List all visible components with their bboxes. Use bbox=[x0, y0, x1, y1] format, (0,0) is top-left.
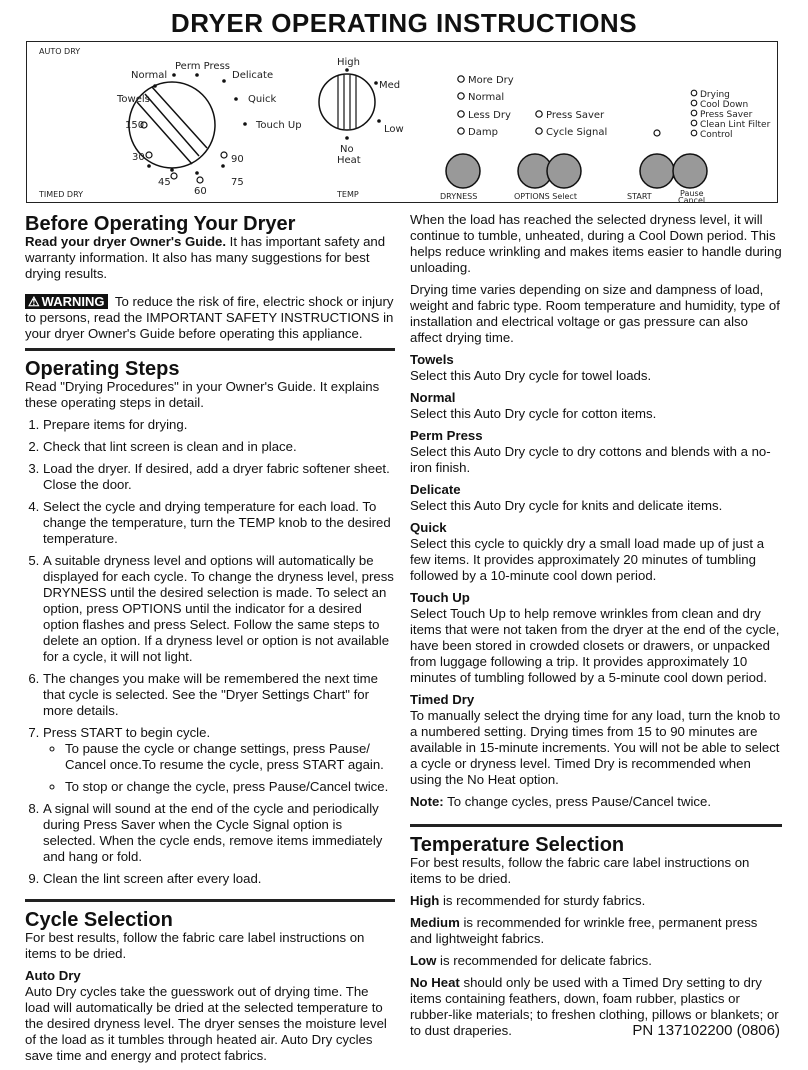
warning-triangle-icon: ⚠ bbox=[28, 294, 40, 309]
note-paragraph bbox=[410, 794, 782, 810]
temp-medium-bold: Medium bbox=[410, 915, 460, 930]
step-item: 4. Select the cycle and drying temperature for each load. To change the temperature, turn the TEMP knob to the desired temperature. bbox=[43, 499, 395, 547]
touch-up-text: Select Touch Up to help remove wrinkles from clean and dry items that were not taken from the dryer at the end of the cycle, have been stored in crowded closets or drawers, or unpacked from luggage following a trip. It provides approximately 10 minutes of tumbling followed by a 5-minute cool down period. bbox=[410, 606, 780, 685]
select-button[interactable] bbox=[547, 154, 581, 188]
touch-up-title: Touch Up bbox=[410, 590, 470, 605]
bullet-item: ◦ To stop or change the cycle, press Pause/Cancel twice. bbox=[65, 779, 395, 795]
warning-paragraph bbox=[25, 294, 395, 342]
control-panel-diagram bbox=[26, 41, 778, 203]
temp-knob[interactable] bbox=[319, 74, 375, 130]
note-label: Note: bbox=[410, 794, 444, 809]
cooldown-paragraph: When the load has reached the selected dryness level, it will continue to tumble, unheated, during a Cool Down period. This helps reduce wrinkling and makes items easier to handle during unloading. bbox=[410, 212, 782, 275]
temp-high-text: is recommended for sturdy fabrics. bbox=[439, 893, 646, 908]
before-heading: Before Operating Your Dryer bbox=[25, 213, 296, 235]
auto-dry-label: AUTO DRY bbox=[39, 47, 81, 56]
temp-high-paragraph bbox=[410, 893, 782, 909]
status-cool-down: Cool Down bbox=[700, 100, 749, 110]
temp-high-bold: High bbox=[410, 893, 440, 908]
cycle-normal: Normal bbox=[131, 70, 168, 81]
temp-noheat-bold: No Heat bbox=[410, 975, 460, 990]
options-select-label: OPTIONS Select bbox=[514, 192, 577, 201]
cycle-towels: Towels bbox=[117, 94, 150, 105]
status-drying: Drying bbox=[700, 90, 730, 100]
timed-30: 30 bbox=[132, 152, 145, 163]
quick-title: Quick bbox=[410, 520, 447, 535]
bullet-item: ◦ To pause the cycle or change settings, press Pause/ Cancel once.To resume the cycle, press START again. bbox=[65, 741, 395, 773]
towels-title: Towels bbox=[410, 352, 454, 367]
step-item: 2. Check that lint screen is clean and in place. bbox=[43, 439, 395, 455]
dryness-list bbox=[458, 75, 514, 138]
auto-dry-text: Auto Dry cycles take the guesswork out of drying time. The load will automatically be dried at the selected temperature to the desired dryness level. The dryer senses the moisture level of the load as it tumbles through heated air. Auto Dry cycles save time and energy and protect fabrics. bbox=[25, 984, 387, 1063]
right-column bbox=[410, 212, 782, 1045]
operating-heading: Operating Steps bbox=[25, 358, 180, 380]
dryness-more-dry: More Dry bbox=[468, 75, 514, 86]
step-7-text: Press START to begin cycle. bbox=[43, 725, 211, 740]
cycle-delicate: Delicate bbox=[232, 70, 274, 81]
quick-text: Select this cycle to quickly dry a small load made up of just a few items. It provides approximately 20 minutes of tumbling followed by a 10-minute cool down period. bbox=[410, 536, 765, 583]
drying-time-paragraph: Drying time varies depending on size and dampness of load, weight and fabric type. Room temperature and humidity, type of installation and electrical voltage or gas pressure can also affect drying time. bbox=[410, 282, 780, 345]
before-lead bbox=[25, 234, 395, 282]
temp-med: Med bbox=[379, 80, 401, 91]
temp-heat: Heat bbox=[337, 155, 361, 166]
auto-dry-title: Auto Dry bbox=[25, 968, 81, 983]
status-control: Control bbox=[700, 130, 733, 140]
temp-low: Low bbox=[384, 124, 404, 135]
normal-title: Normal bbox=[410, 390, 456, 405]
delicate-title: Delicate bbox=[410, 482, 461, 497]
temp-low-paragraph bbox=[410, 953, 782, 969]
cancel-label: Cancel bbox=[678, 196, 706, 204]
dryness-button[interactable] bbox=[446, 154, 480, 188]
towels-text: Select this Auto Dry cycle for towel loads. bbox=[410, 368, 652, 383]
status-press-saver: Press Saver bbox=[700, 110, 753, 120]
step-item bbox=[43, 725, 395, 795]
timed-90: 90 bbox=[231, 154, 244, 165]
step-item: 5. A suitable dryness level and options will automatically be displayed for each cycle. To change the dryness level, press DRYNESS until the desired selection is made. To select an option, press OPTIONS until the indicator for a desired option flashes and press Select. Follow the same steps to delete an option. If a dryness level or option is not available for a cycle, it will not light. bbox=[43, 553, 395, 665]
pause-label: Pause bbox=[680, 189, 704, 198]
timed-75: 75 bbox=[231, 177, 244, 188]
temp-high: High bbox=[337, 57, 360, 68]
page-title: DRYER OPERATING INSTRUCTIONS bbox=[170, 8, 638, 38]
timed-150: 150 bbox=[125, 120, 145, 131]
temp-medium-text: is recommended for wrinkle free, permanent press and lightweight fabrics. bbox=[410, 915, 758, 946]
warning-badge bbox=[25, 294, 108, 309]
section-divider bbox=[410, 824, 782, 827]
timed-dry-title: Timed Dry bbox=[410, 692, 475, 707]
timed-45: 45 bbox=[158, 177, 171, 188]
operating-intro: Read "Drying Procedures" in your Owner's Guide. It explains these operating steps in detail. bbox=[25, 379, 380, 410]
timed-60: 60 bbox=[194, 186, 207, 197]
step-item: 6. The changes you make will be remembered the next time that cycle is selected. See the "Dryer Settings Chart" for more details. bbox=[43, 671, 395, 719]
temp-label: TEMP bbox=[337, 190, 359, 199]
temperature-intro: For best results, follow the fabric care label instructions on items to be dried. bbox=[410, 855, 750, 886]
dryness-label: DRYNESS bbox=[440, 192, 478, 201]
section-divider bbox=[25, 899, 395, 902]
step-7-bullets bbox=[43, 741, 395, 795]
delicate-text: Select this Auto Dry cycle for knits and delicate items. bbox=[410, 498, 723, 513]
timed-dry-text: To manually select the drying time for any load, turn the knob to a numbered setting. Drying times from 15 to 90 minutes are available in 15-minute increments. You will not be able to select a cycle or dryness level. Timed Dry is recommended when using the No Heat option. bbox=[410, 708, 781, 787]
dryness-normal: Normal bbox=[468, 92, 505, 103]
normal-text: Select this Auto Dry cycle for cotton items. bbox=[410, 406, 657, 421]
perm-press-text: Select this Auto Dry cycle to dry cottons and blends with a no-iron finish. bbox=[410, 444, 771, 475]
status-clean-lint-filter: Clean Lint Filter bbox=[700, 120, 771, 130]
start-indicator bbox=[654, 130, 660, 136]
control-panel-svg bbox=[27, 42, 779, 204]
options-list bbox=[536, 110, 607, 138]
temp-low-bold: Low bbox=[410, 953, 437, 968]
step-item: 8. A signal will sound at the end of the cycle and periodically during Press Saver when the Cycle Signal option is selected. When the cycle ends, remove items immediately and hang or fold. bbox=[43, 801, 395, 865]
dryness-damp: Damp bbox=[468, 127, 498, 138]
operating-steps-list bbox=[25, 417, 395, 887]
option-press-saver: Press Saver bbox=[546, 110, 605, 121]
temp-low-text: is recommended for delicate fabrics. bbox=[436, 953, 652, 968]
dryness-less-dry: Less Dry bbox=[468, 110, 511, 121]
timed-dry-label: TIMED DRY bbox=[39, 190, 83, 199]
pause-cancel-button[interactable] bbox=[673, 154, 707, 188]
cycle-heading: Cycle Selection bbox=[25, 909, 173, 931]
start-label: START bbox=[627, 192, 652, 201]
option-cycle-signal: Cycle Signal bbox=[546, 127, 608, 138]
temp-noheat-text: should only be used with a Timed Dry setting to dry items containing feathers, down, foam rubber, plastics or rubber-like materials; to freshen clothing, pillows or blankets; or to dust draperies. bbox=[410, 975, 779, 1038]
note-text: To change cycles, press Pause/Cancel twice. bbox=[443, 794, 712, 809]
status-list bbox=[691, 90, 770, 140]
temp-medium-paragraph bbox=[410, 915, 782, 947]
before-lead-bold: Read your dryer Owner's Guide. bbox=[25, 234, 227, 249]
step-item: 1. Prepare items for drying. bbox=[43, 417, 395, 433]
temperature-heading: Temperature Selection bbox=[410, 834, 625, 856]
perm-press-title: Perm Press bbox=[410, 428, 483, 443]
before-lead-text: It has important safety and warranty information. It also has many suggestions for best drying results. bbox=[25, 234, 386, 281]
section-divider bbox=[25, 348, 395, 351]
warning-text: To reduce the risk of fire, electric shock or injury to persons, read the IMPORTANT SAFETY INSTRUCTIONS in your dryer Owner's Guide before operating this appliance. bbox=[25, 294, 394, 341]
cycle-touch-up: Touch Up bbox=[256, 120, 302, 131]
start-button[interactable] bbox=[640, 154, 674, 188]
temp-no: No bbox=[340, 144, 354, 155]
step-item: 9. Clean the lint screen after every load. bbox=[43, 871, 395, 887]
cycle-perm-press: Perm Press bbox=[175, 61, 230, 72]
part-number: PN 137102200 (0806) bbox=[632, 1022, 780, 1039]
cycle-intro: For best results, follow the fabric care label instructions on items to be dried. bbox=[25, 930, 365, 961]
left-column bbox=[25, 210, 395, 1070]
cycle-quick: Quick bbox=[248, 94, 277, 105]
warning-badge-label: WARNING bbox=[41, 294, 105, 309]
step-item: 3. Load the dryer. If desired, add a dryer fabric softener sheet. Close the door. bbox=[43, 461, 395, 493]
